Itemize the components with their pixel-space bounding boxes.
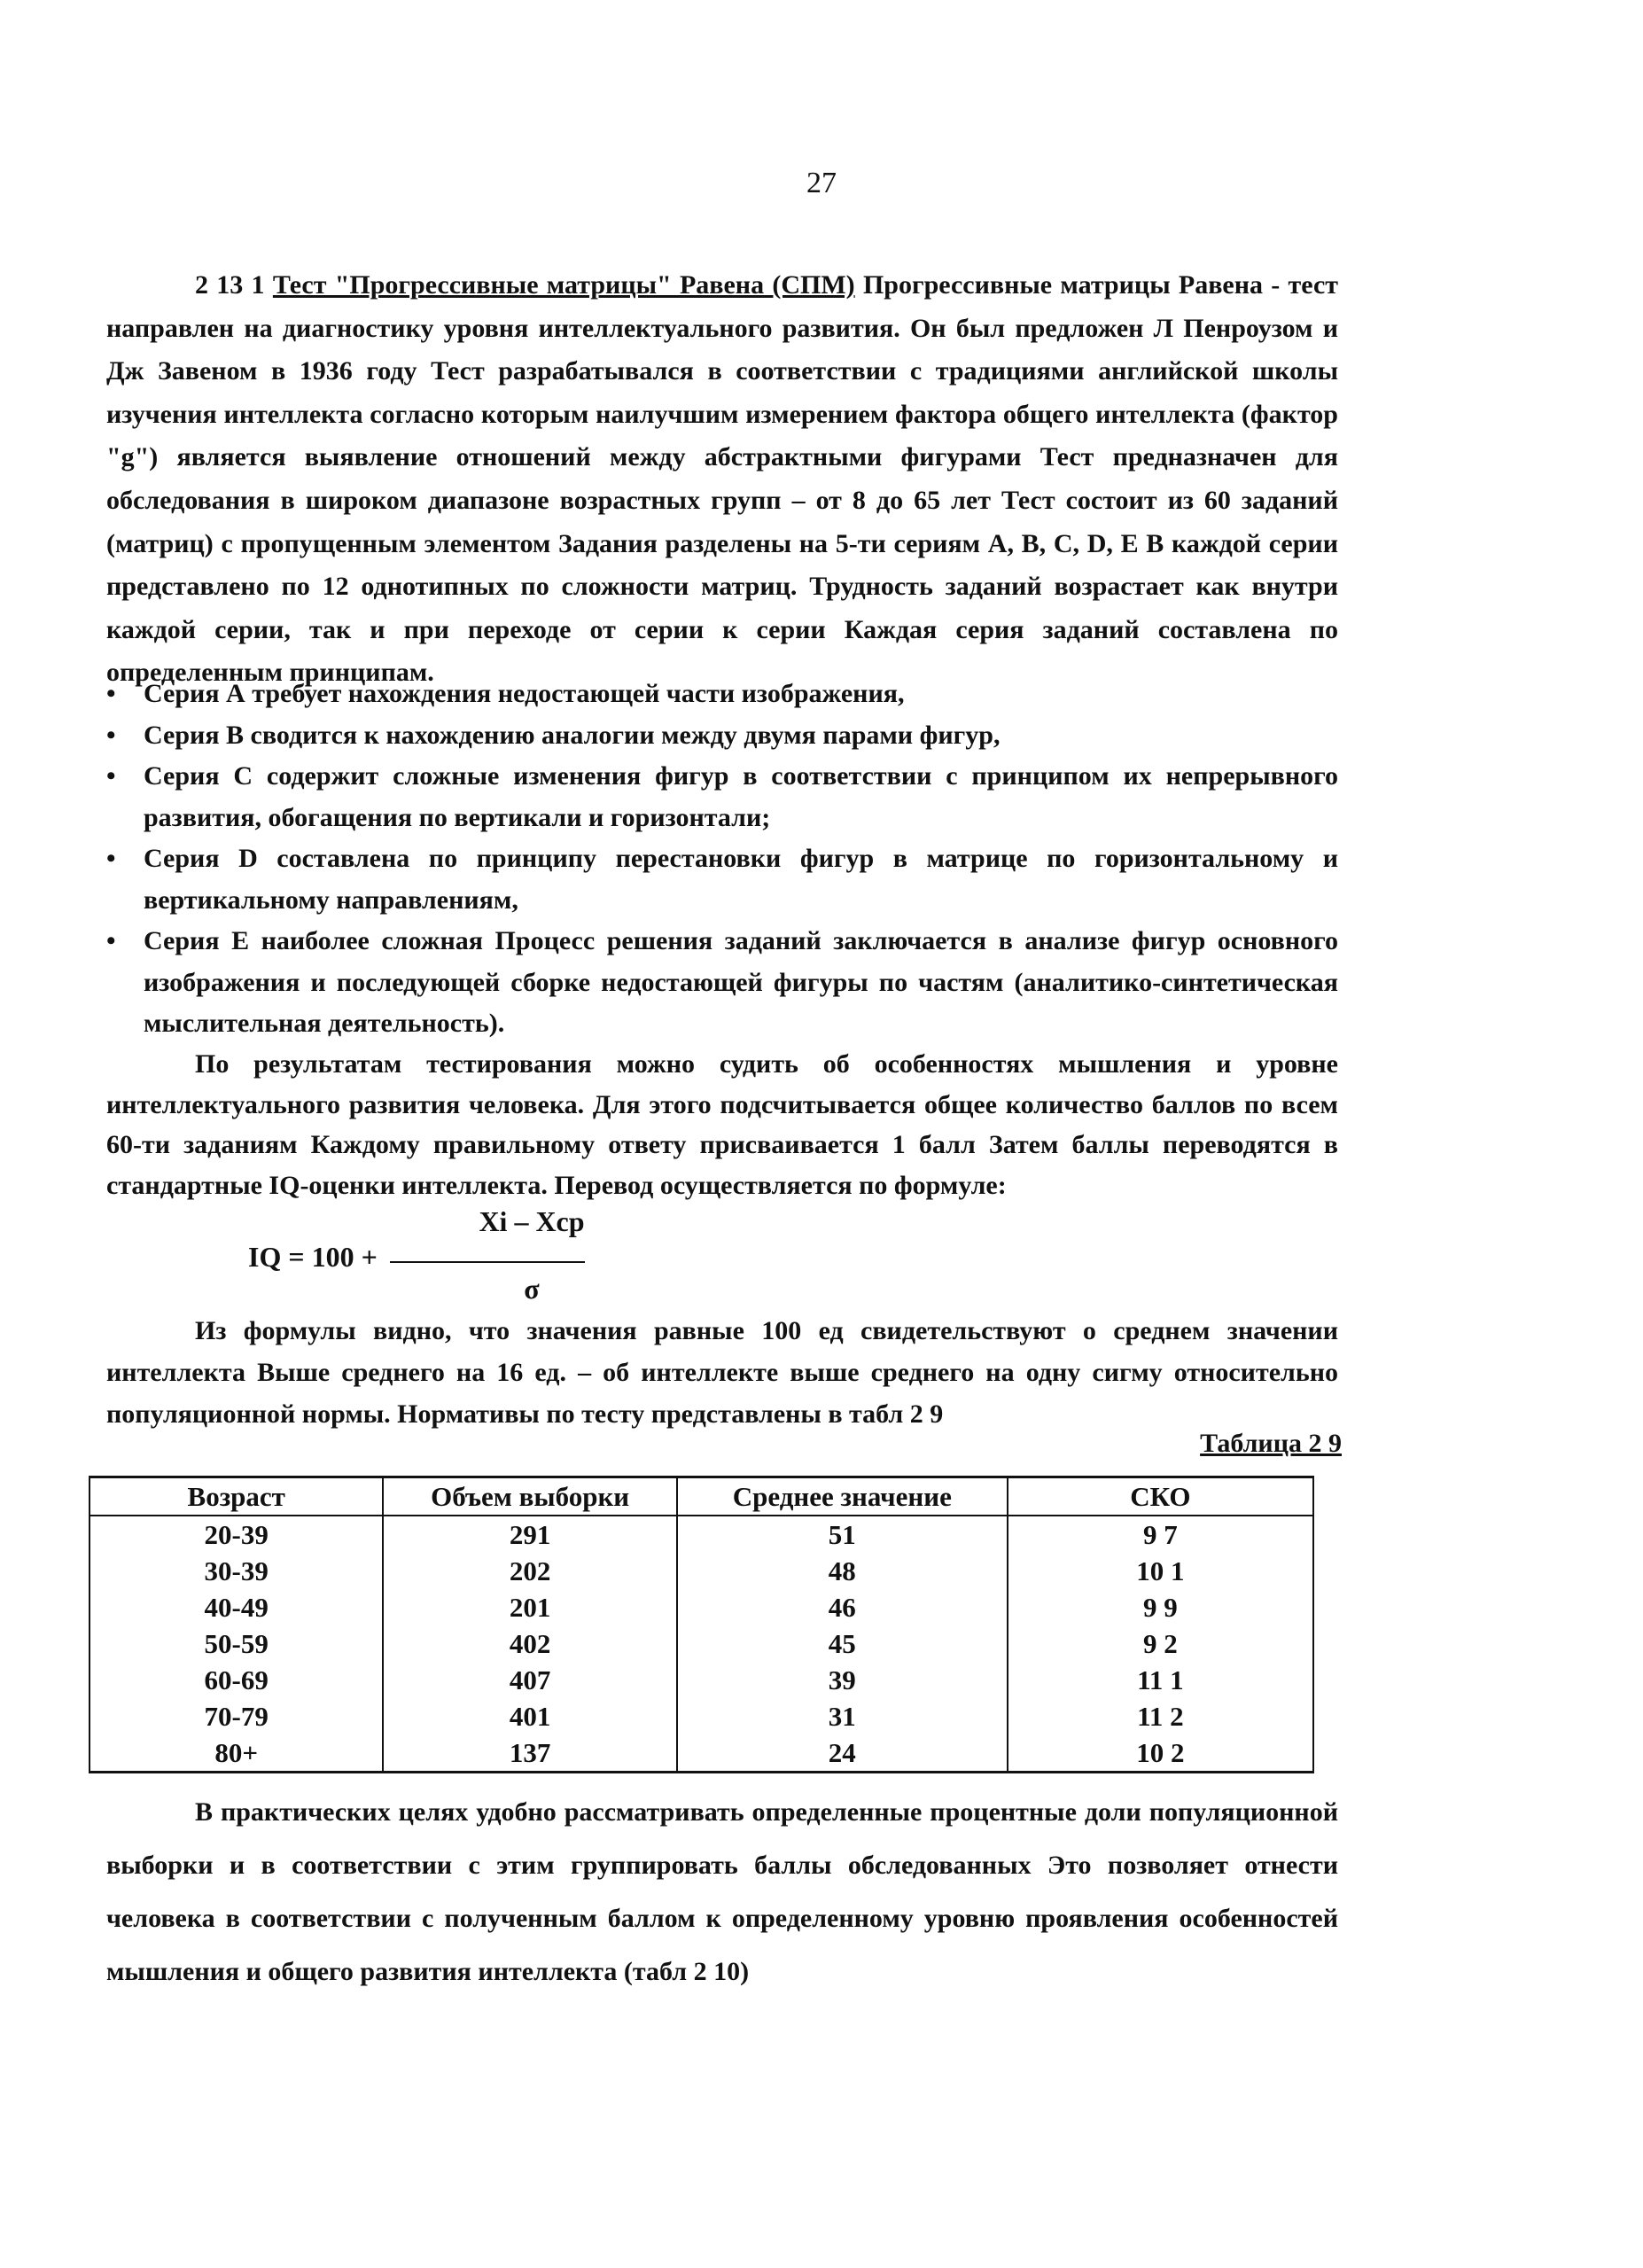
iq-formula [248,1205,585,1312]
cell-sd: 11 1 [1008,1662,1313,1698]
cell-sample-size: 407 [383,1662,676,1698]
cell-age: 60-69 [90,1662,383,1698]
paragraph-scoring-text: По результатам тестирования можно судить об особенностях мышления и уровне интеллектуального развития человека. Для этого подсчитывается общее количество баллов по всем 60-ти заданиям Каждому правильному ответу присваивается 1 балл Затем баллы переводятся в стандартные IQ-оценки интеллекта. Перевод осуществляется по формуле: [106,1049,1338,1200]
cell-mean: 51 [677,1516,1008,1553]
section-number: 2 13 1 [195,270,265,300]
table-row [90,1662,1313,1698]
bullet-series-e: • Серия Е наиболее сложная Процесс решения заданий заключается в анализе фигур основного изображения и последующей сборке недостающей фигуры по частям (аналитико-синтетическая мыслительная деятельность). [106,921,1338,1045]
header-mean: Среднее значение [677,1477,1008,1516]
table-header-row [90,1477,1313,1516]
cell-mean: 31 [677,1698,1008,1734]
cell-sd: 9 9 [1008,1589,1313,1625]
cell-sd: 10 2 [1008,1734,1313,1773]
bullet-series-c: • Серия С содержит сложные изменения фигур в соответствии с принципом их непрерывного развития, обогащения по вертикали и горизонтали; [106,756,1338,838]
cell-age: 50-59 [90,1625,383,1662]
formula-denominator: σ [524,1273,540,1305]
paragraph-formula-explanation-text: Из формулы видно, что значения равные 100 ед свидетельствуют о среднем значении интеллекта Выше среднего на 16 ед. – об интеллекте выше среднего на одну сигму относительно популяционной нормы. Нормативы по тесту представлены в табл 2 9 [106,1316,1338,1429]
cell-sd: 10 1 [1008,1553,1313,1589]
cell-sample-size: 291 [383,1516,676,1553]
formula-lhs: IQ = 100 + [248,1241,378,1273]
cell-sample-size: 401 [383,1698,676,1734]
formula-numerator: Xi – Xcp [479,1205,585,1237]
cell-sd: 9 7 [1008,1516,1313,1553]
cell-sample-size: 201 [383,1589,676,1625]
paragraph-practical-use-text: В практических целях удобно рассматривать определенные процентные доли популяционной выборки и в соответствии с этим группировать баллы обследованных Это позволяет отнести человека в соответствии с полученным баллом к определенному уровню проявления особенностей мышления и общего развития интеллекта (табл 2 10) [106,1797,1338,1986]
table-row [90,1698,1313,1734]
norms-table [89,1476,1314,1773]
cell-sample-size: 402 [383,1625,676,1662]
table-row [90,1553,1313,1589]
header-sample-size: Объем выборки [383,1477,676,1516]
cell-mean: 39 [677,1662,1008,1698]
cell-mean: 45 [677,1625,1008,1662]
table-caption: Таблица 2 9 [1200,1429,1342,1458]
cell-mean: 46 [677,1589,1008,1625]
table-row [90,1734,1313,1773]
section-title: Тест "Прогрессивные матрицы" Равена (СПМ) [272,270,855,300]
cell-sd: 9 2 [1008,1625,1313,1662]
paragraph-practical-use [106,1786,1338,1999]
table-row [90,1516,1313,1553]
section-paragraph [106,264,1338,695]
section-intro-text: Прогрессивные матрицы Равена - тест направлен на диагностику уровня интеллектуального развития. Он был предложен Л Пенроузом и Дж Завеном в 1936 году Тест разрабатывался в соответствии с традициями английской школы изучения интеллекта согласно которым наилучшим измерением фактора общего интеллекта (фактор "g") является выявление отношений между абстрактными фигурами Тест предназначен для обследования в широком диапазоне возрастных групп – от 8 до 65 лет Тест состоит из 60 заданий (матриц) с пропущенным элементом Задания разделены на 5-ти сериям А, В, С, D, Е В каждой серии представлено по 12 однотипных по сложности матриц. Трудность заданий возрастает как внутри каждой серии, так и при переходе от серии к серии Каждая серия заданий составлена по определенным принципам. [106,270,1339,688]
header-sd: СКО [1008,1477,1313,1516]
table-row [90,1589,1313,1625]
cell-age: 80+ [90,1734,383,1773]
page-number: 27 [806,167,837,199]
cell-age: 30-39 [90,1553,383,1589]
cell-sd: 11 2 [1008,1698,1313,1734]
header-age: Возраст [90,1477,383,1516]
table-row [90,1625,1313,1662]
cell-sample-size: 137 [383,1734,676,1773]
bullet-series-a: • Серия А требует нахождения недостающей части изображения, [106,674,1338,715]
cell-age: 20-39 [90,1516,383,1553]
cell-sample-size: 202 [383,1553,676,1589]
formula-fraction-bar [390,1261,585,1263]
cell-mean: 48 [677,1553,1008,1589]
cell-mean: 24 [677,1734,1008,1773]
cell-age: 40-49 [90,1589,383,1625]
cell-age: 70-79 [90,1698,383,1734]
bullet-series-b: • Серия В сводится к нахождению аналогии между двумя парами фигур, [106,715,1338,757]
series-bullet-list [106,674,1338,1045]
paragraph-scoring [106,1044,1338,1205]
paragraph-formula-explanation [106,1310,1338,1435]
bullet-series-d: • Серия D составлена по принципу перестановки фигур в матрице по горизонтальному и вертикальному направлениям, [106,838,1338,921]
